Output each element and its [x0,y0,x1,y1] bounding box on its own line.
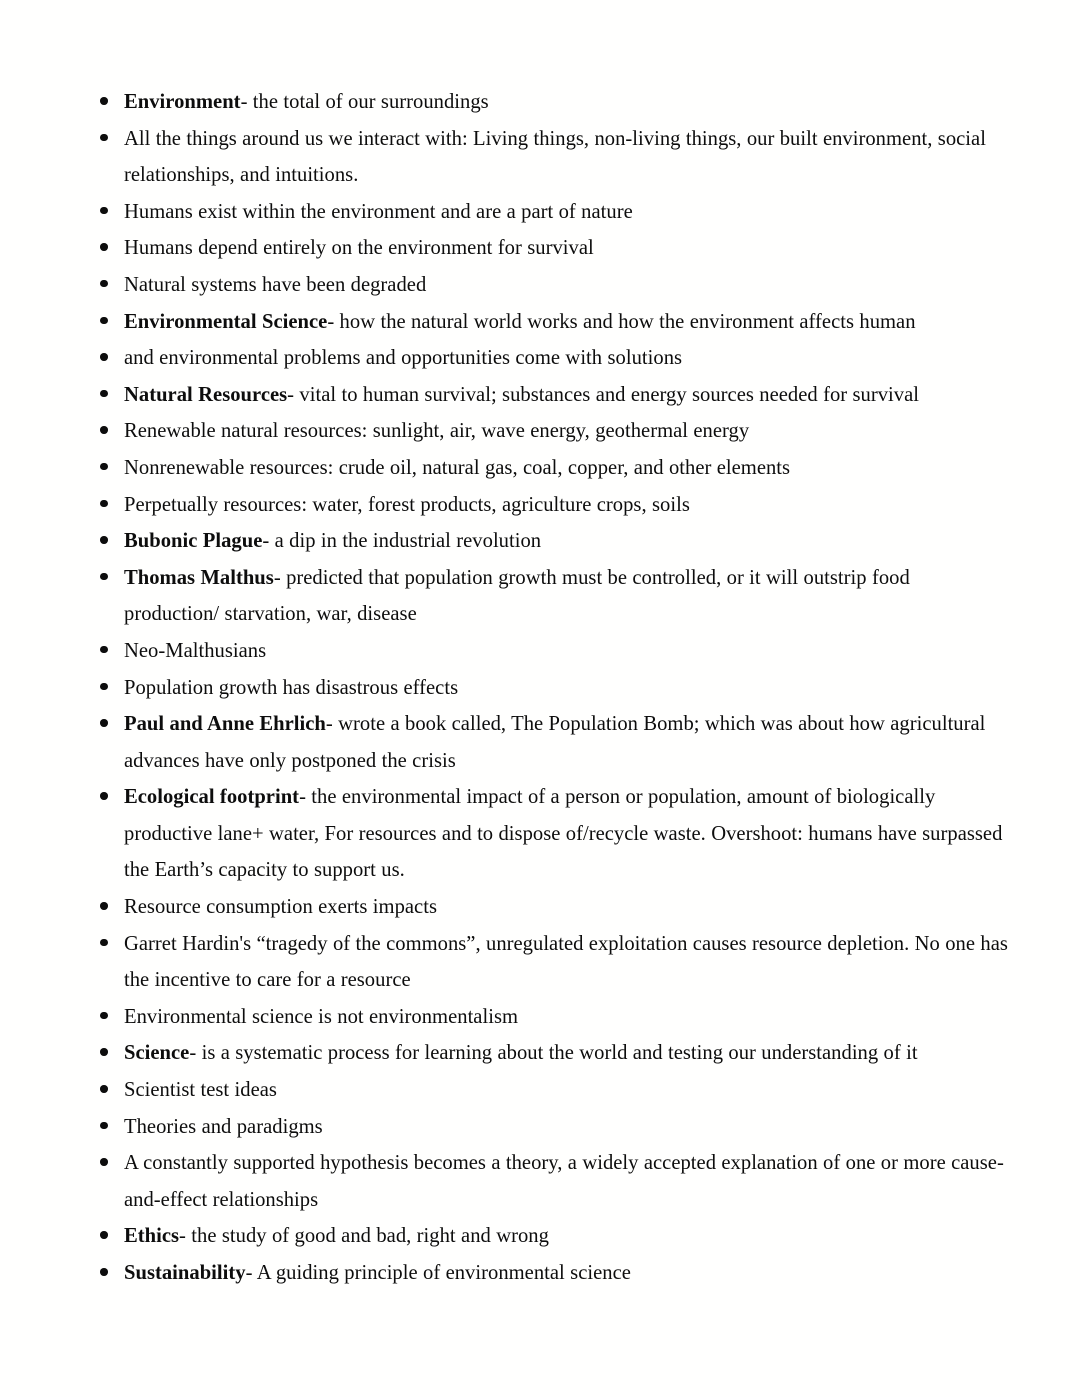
note-text: Resource consumption exerts impacts [124,896,437,919]
note-term: Paul and Anne Ehrlich [124,713,326,736]
note-term: Natural Resources [124,383,288,406]
list-item [100,1145,1010,1218]
list-item [100,560,1010,633]
note-text: All the things around us we interact with: Living things, non-living things, our built environment, social relationships, and intuitions. [124,127,986,187]
list-item [100,487,1010,524]
bullet-icon [100,134,108,142]
bullet-icon [100,1231,108,1239]
bullet-icon [100,500,108,508]
bullet-icon [100,243,108,251]
note-text: - vital to human survival; substances and energy sources needed for survival [287,383,920,406]
note-text: Humans exist within the environment and are a part of nature [124,200,633,223]
list-item [100,1255,1010,1292]
note-text: Garret Hardin's “tragedy of the commons”, unregulated exploitation causes resource depletion. No one has the incentive to care for a resource [124,932,1008,992]
list-item [100,377,1010,414]
note-text: Nonrenewable resources: crude oil, natural gas, coal, copper, and other elements [124,456,791,479]
list-item [100,450,1010,487]
bullet-icon [100,207,108,215]
note-text: Population growth has disastrous effects [124,676,459,699]
note-text: Perpetually resources: water, forest products, agriculture crops, soils [124,493,690,516]
list-item [100,1218,1010,1255]
note-text: - predicted that population growth must be controlled, or it will outstrip food production/ starvation, war, disease [124,566,910,626]
bullet-icon [100,792,108,800]
note-text: A constantly supported hypothesis becomes a theory, a widely accepted explanation of one or more cause-and-effect relationships [124,1152,1004,1211]
bullet-icon [100,1268,108,1276]
bullet-icon [100,1158,108,1166]
bullet-icon [100,1048,108,1056]
note-text: Scientist test ideas [124,1079,277,1102]
note-text: - the total of our surroundings [240,91,489,113]
note-text: and environmental problems and opportunities come with solutions [124,347,683,370]
list-item [100,633,1010,670]
list-item [100,999,1010,1036]
bullet-icon [100,97,108,105]
list-item [100,1072,1010,1109]
bullet-icon [100,646,108,654]
bullet-icon [100,1085,108,1093]
note-term: Ecological footprint [124,786,300,809]
list-item [100,84,1010,121]
list-item [100,523,1010,560]
list-item [100,267,1010,304]
bullet-icon [100,280,108,288]
note-term: Bubonic Plague [124,530,263,553]
bullet-icon [100,1012,108,1020]
list-item [100,1109,1010,1146]
note-text: Humans depend entirely on the environment for survival [124,237,594,260]
bullet-icon [100,353,108,361]
note-term: Ethics [124,1225,180,1248]
bullet-icon [100,719,108,727]
bullet-icon [100,536,108,544]
note-text: - the environmental impact of a person or population, amount of biologically productive lane+ water, For resources and to dispose of/recycle waste. Overshoot: humans have surpassed the Earth’s capacity to support us. [124,786,1003,882]
bullet-icon [100,1122,108,1130]
list-item [100,670,1010,707]
notes-bullet-list [100,84,1010,1292]
note-text: - is a systematic process for learning about the world and testing our understanding of it [189,1042,918,1065]
note-text: Neo-Malthusians [124,639,267,662]
bullet-icon [100,939,108,947]
list-item [100,413,1010,450]
note-term: Thomas Malthus [124,566,274,589]
note-term: Environmental Science [124,310,328,333]
bullet-icon [100,683,108,691]
note-term: Science [124,1042,190,1065]
list-item [100,926,1010,999]
list-item [100,889,1010,926]
list-item [100,230,1010,267]
bullet-icon [100,317,108,325]
note-text: Renewable natural resources: sunlight, air, wave energy, geothermal energy [124,420,750,443]
bullet-icon [100,390,108,398]
list-item [100,706,1010,779]
bullet-icon [100,573,108,581]
note-text: - a dip in the industrial revolution [262,530,542,553]
bullet-icon [100,426,108,434]
list-item [100,121,1010,194]
note-text: - how the natural world works and how the environment affects human [327,310,916,333]
list-item [100,1035,1010,1072]
bullet-icon [100,463,108,471]
note-text: Theories and paradigms [124,1115,323,1138]
note-text: - wrote a book called, The Population Bomb; which was about how agricultural advances have only postponed the crisis [124,713,986,772]
note-term: Environment [124,91,241,113]
note-text: - A guiding principle of environmental science [245,1262,631,1284]
note-text: Natural systems have been degraded [124,273,427,296]
bullet-icon [100,902,108,910]
list-item [100,340,1010,377]
list-item [100,779,1010,889]
note-text: - the study of good and bad, right and wrong [179,1225,549,1248]
note-text: Environmental science is not environmentalism [124,1005,519,1028]
note-term: Sustainability [124,1262,246,1284]
list-item [100,194,1010,231]
list-item [100,304,1010,341]
